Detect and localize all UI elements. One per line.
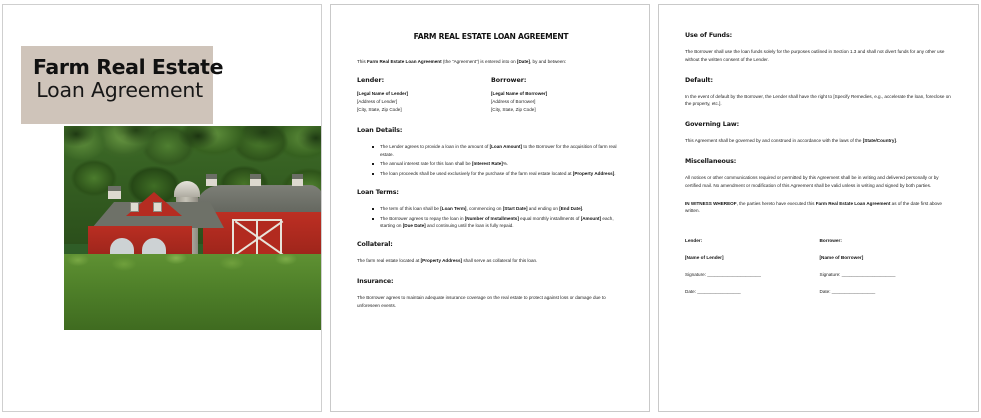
page-3-content bbox=[659, 5, 978, 304]
borrower-signature-role: Borrower: bbox=[819, 238, 842, 244]
lt-b1-t4: . bbox=[582, 206, 584, 212]
lender-date-line[interactable]: Date: _________________ bbox=[685, 288, 741, 294]
lt-b1-bold3: [End Date] bbox=[559, 206, 583, 212]
lender-heading: Lender: bbox=[357, 77, 385, 84]
borrower-heading: Borrower: bbox=[491, 77, 527, 84]
governing-law-paragraph bbox=[685, 137, 954, 145]
borrower-date-line[interactable]: Date: _________________ bbox=[819, 288, 876, 294]
lender-signature-role: Lender: bbox=[685, 238, 703, 244]
gl-t1: This Agreement shall be governed by and construed in accordance with the laws of the bbox=[685, 138, 863, 144]
insurance-heading: Insurance: bbox=[357, 278, 394, 286]
ld-b3-t1: The loan proceeds shall be used exclusively for the purchase of the farm real estate located at bbox=[380, 171, 573, 177]
loan-terms-heading: Loan Terms: bbox=[357, 188, 399, 196]
intro-text-2: (the “Agreement”) is entered into on bbox=[441, 59, 517, 65]
photo-dark-treetops bbox=[64, 126, 322, 170]
intro-paragraph bbox=[357, 58, 625, 66]
miscellaneous-paragraph: All notices or other communications required or permitted by this Agreement shall be in writing and delivered personally or by certified mail. No amendment or modification of this Agreement shall be valid unless in writing and signed by both parties. bbox=[685, 175, 939, 188]
cover-title-block bbox=[21, 46, 224, 124]
list-item bbox=[380, 160, 625, 168]
ld-b2-t1: The annual interest rate for this loan shall be bbox=[380, 161, 472, 167]
loan-details-list bbox=[357, 143, 625, 178]
wit-t2: as of the date first above written. bbox=[685, 200, 942, 214]
list-item bbox=[380, 205, 625, 213]
default-heading: Default: bbox=[685, 76, 713, 84]
parties-block bbox=[357, 76, 625, 114]
ld-b2-bold: [Interest Rate] bbox=[471, 161, 503, 167]
photo-barn-window-2 bbox=[153, 202, 162, 212]
loan-details-heading: Loan Details: bbox=[357, 126, 403, 134]
intro-bold-agreement: Farm Real Estate Loan Agreement bbox=[366, 59, 442, 65]
wit-bold2: Farm Real Estate Loan Agreement bbox=[815, 200, 891, 206]
use-of-funds-paragraph: The Borrower shall use the loan funds solely for the purposes outlined in Section 1.3 and shall not divert funds for any other use without the written consent of the Lender. bbox=[685, 49, 945, 62]
borrower-column bbox=[491, 76, 625, 114]
col-t2: shall serve as collateral for this loan. bbox=[462, 258, 538, 264]
col-t1: The farm real estate located at bbox=[357, 258, 421, 264]
photo-barn-door-split bbox=[256, 219, 258, 257]
lender-column bbox=[357, 76, 491, 114]
lt-b2-t4: and continuing until the loan is fully repaid. bbox=[425, 223, 514, 229]
ld-b1-bold: [Loan Amount] bbox=[489, 144, 523, 150]
list-item bbox=[380, 143, 625, 158]
agreement-title: FARM REAL ESTATE LOAN AGREEMENT bbox=[413, 32, 569, 41]
photo-crop-field bbox=[64, 254, 322, 330]
lender-signature-column bbox=[685, 237, 820, 304]
lt-b1-t1: The term of this loan shall be bbox=[380, 206, 441, 212]
wit-bold1: IN WITNESS WHEREOF bbox=[685, 200, 737, 206]
signature-block bbox=[685, 237, 954, 304]
lt-b2-bold3: [Due Date] bbox=[402, 223, 426, 229]
witness-paragraph bbox=[685, 200, 954, 215]
borrower-name: [Legal Name of Borrower] bbox=[491, 91, 548, 97]
col-bold: [Property Address] bbox=[420, 258, 463, 264]
lt-b1-bold2: [Start Date] bbox=[502, 206, 528, 212]
photo-cupola-1 bbox=[206, 174, 217, 186]
lender-address: [Address of Lender] bbox=[357, 99, 398, 105]
lender-name: [Legal Name of Lender] bbox=[357, 91, 409, 97]
loan-terms-list bbox=[357, 205, 625, 230]
photo-cupola-2 bbox=[250, 174, 261, 186]
cover-title-line-2: Loan Agreement bbox=[36, 78, 203, 103]
borrower-city: [City, State, Zip Code] bbox=[491, 106, 536, 112]
cover-inner bbox=[3, 5, 321, 411]
ld-b1-t2: to the Borrower for the acquisition of farm real estate. bbox=[380, 144, 617, 157]
insurance-paragraph: The Borrower agrees to maintain adequate insurance coverage on the real estate to protect against loss or damage due to unforeseen events. bbox=[357, 295, 606, 308]
ld-b3-t2: . bbox=[614, 171, 616, 177]
lt-b2-t3: each, starting on bbox=[380, 215, 614, 229]
default-paragraph: In the event of default by the Borrower, the Lender shall have the right to [Specify Remedies, e.g., accelerate the loan, foreclose on the property, etc.]. bbox=[685, 93, 951, 107]
photo-small-barn-cupola bbox=[108, 186, 121, 199]
governing-law-heading: Governing Law: bbox=[685, 121, 739, 129]
borrower-address: [Address of Borrower] bbox=[491, 99, 536, 105]
collateral-paragraph bbox=[357, 257, 625, 265]
use-of-funds-heading: Use of Funds: bbox=[685, 32, 733, 39]
gl-bold: [State/Country] bbox=[862, 138, 896, 144]
wit-t1: , the parties hereto have executed this bbox=[736, 200, 816, 206]
gl-t2: . bbox=[895, 138, 898, 144]
miscellaneous-heading: Miscellaneous: bbox=[685, 158, 737, 166]
photo-barn-window-1 bbox=[130, 202, 139, 212]
cover-barn-photo bbox=[64, 126, 322, 330]
list-item bbox=[380, 170, 625, 178]
intro-bold-date: [Date] bbox=[516, 59, 530, 65]
ld-b2-t2: %. bbox=[502, 161, 509, 167]
lt-b1-t3: and ending on bbox=[527, 206, 560, 212]
document-page-3[interactable] bbox=[658, 4, 979, 412]
intro-text-3: , by and between: bbox=[529, 59, 567, 65]
lt-b1-bold1: [Loan Term] bbox=[440, 206, 467, 212]
lt-b2-bold1: [Number of Installments] bbox=[464, 215, 519, 221]
borrower-signature-name: [Name of Borrower] bbox=[819, 254, 864, 260]
intro-text-1: This bbox=[357, 59, 367, 65]
borrower-signature-line[interactable]: Signature: _____________________ bbox=[819, 272, 896, 278]
lender-city: [City, State, Zip Code] bbox=[357, 106, 402, 112]
page-2-content bbox=[331, 5, 649, 310]
borrower-signature-column bbox=[820, 237, 955, 304]
document-page-2[interactable] bbox=[330, 4, 650, 412]
photo-cupola-3 bbox=[292, 174, 303, 186]
list-item bbox=[380, 215, 625, 230]
lt-b2-t2: equal monthly installments of bbox=[518, 215, 581, 221]
document-page-cover[interactable] bbox=[2, 4, 322, 412]
collateral-heading: Collateral: bbox=[357, 241, 393, 249]
lt-b2-t1: The Borrower agrees to repay the loan in bbox=[380, 215, 465, 221]
lt-b2-bold2: [Amount] bbox=[580, 215, 602, 221]
cover-title-line-1: Farm Real Estate bbox=[33, 55, 224, 79]
lt-b1-t2: , commencing on bbox=[466, 206, 503, 212]
ld-b3-bold: [Property Address] bbox=[572, 171, 615, 177]
ld-b1-t1: The Lender agrees to provide a loan in the amount of bbox=[380, 144, 490, 150]
lender-signature-line[interactable]: Signature: _____________________ bbox=[685, 272, 761, 278]
lender-signature-name: [Name of Lender] bbox=[685, 254, 724, 260]
